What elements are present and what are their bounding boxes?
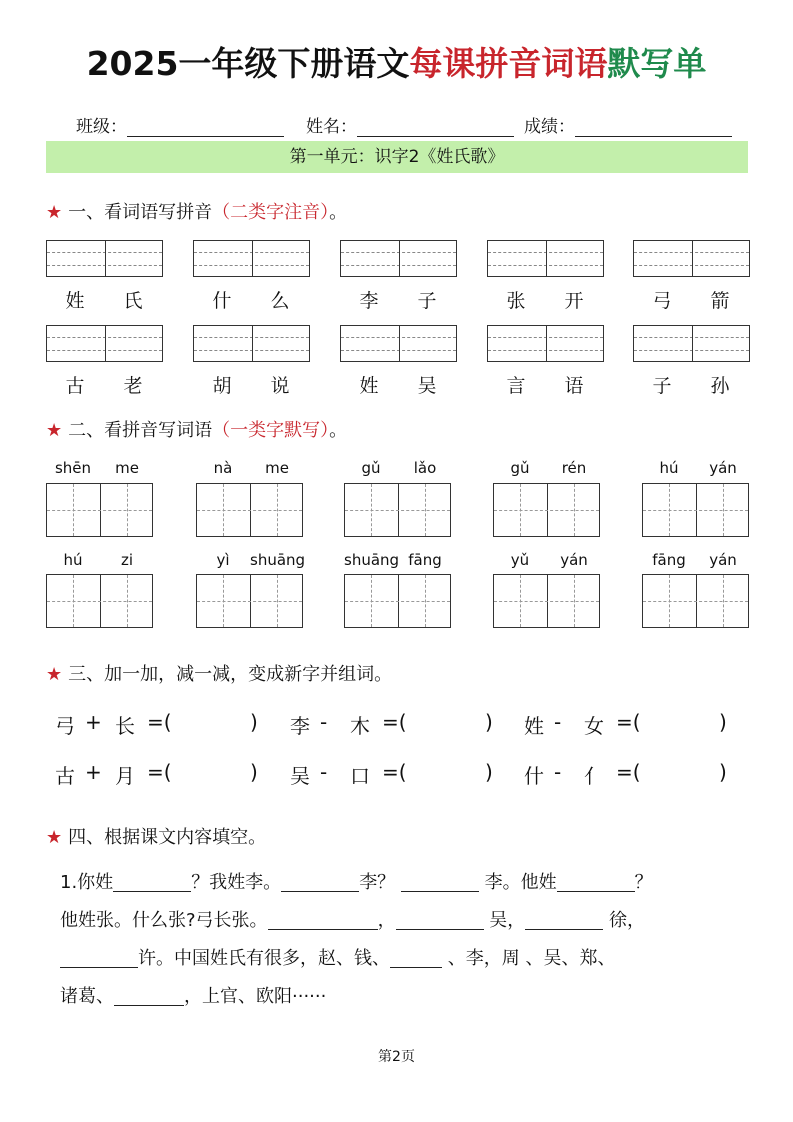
word-character: 什 [212,290,232,312]
tianzige-writing-box[interactable] [196,483,303,537]
passage-line-4 [60,978,740,1016]
class-field[interactable] [76,112,284,137]
fill-blank[interactable] [113,871,191,892]
pinyin-text: shuāng [250,551,306,569]
title-part-black: 2025一年级下册语文 [86,44,410,83]
passage-text: 吴， [489,910,526,931]
tianzige-writing-box[interactable] [46,483,153,537]
word-character: 箭 [710,290,730,312]
pinyin-text: me [115,459,139,477]
name-label: 姓名： [306,117,357,137]
word-character: 么 [270,290,290,312]
star-icon: ★ [46,664,63,685]
word-character: 开 [564,290,584,312]
star-icon: ★ [46,827,63,848]
passage-line-2 [60,902,740,940]
equation-part: =( [382,760,407,784]
passage-text: 诸葛、 [60,986,114,1007]
equation-part: 女 [584,714,604,738]
equation-part: - [554,710,562,734]
word-character: 言 [506,375,526,397]
equation-part: 姓 [524,714,544,738]
passage-line-3 [60,940,740,978]
equation-part: - [554,760,562,784]
section-3-heading [46,660,392,686]
answer-blank[interactable] [642,710,712,734]
pinyin-text: yì [216,551,230,569]
tianzige-writing-box[interactable] [642,574,749,628]
fill-blank[interactable] [60,947,138,968]
pinyin-text: shuāng [344,551,400,569]
equation-part: 古 [55,764,75,788]
pinyin-text: me [265,459,289,477]
class-label: 班级： [76,117,127,137]
pinyin-text: fāng [408,551,442,569]
answer-paren: ) [250,760,258,784]
passage-text: 徐， [609,910,646,931]
pinyin-text: zi [120,551,134,569]
pinyin-text: nà [213,459,233,477]
pinyin-writing-box[interactable] [46,325,163,362]
section-1-note: （二类字注音） [212,202,330,223]
passage-line-1 [60,864,740,902]
passage-text: 李？ [359,872,396,893]
word-character: 语 [564,375,584,397]
pinyin-writing-box[interactable] [633,325,750,362]
fill-blank[interactable] [396,909,484,930]
tianzige-writing-box[interactable] [493,483,600,537]
page-number: 第2页 [378,1049,415,1065]
answer-blank[interactable] [408,760,478,784]
score-label: 成绩： [524,117,575,137]
fill-blank[interactable] [401,871,479,892]
answer-paren: ) [250,710,258,734]
equation-part: + [85,760,102,784]
pinyin-text: hú [63,551,83,569]
pinyin-text: yǔ [510,551,530,569]
section-3-title: 三、加一加，减一减，变成新字并组词。 [68,664,393,685]
pinyin-writing-box[interactable] [193,240,310,277]
fill-blank[interactable] [268,909,378,930]
section-4-heading [46,823,266,849]
word-character: 子 [417,290,437,312]
pinyin-text: gǔ [361,459,381,477]
word-character: 张 [506,290,526,312]
passage-text: 许。中国姓氏有很多，赵、钱、 [138,948,390,969]
fill-blank[interactable] [557,871,635,892]
section-2-note: （一类字默写） [212,420,330,441]
answer-paren: ) [719,760,727,784]
score-field[interactable] [524,112,732,137]
tianzige-writing-box[interactable] [196,574,303,628]
passage-text: 李。他姓 [484,872,557,893]
passage-text: 他姓张。什么张?弓长张。 [60,910,268,931]
fill-blank[interactable] [525,909,603,930]
section-1-title: 一、看词语写拼音 [68,202,213,223]
word-character: 氏 [123,290,143,312]
word-character: 孙 [710,375,730,397]
passage-text: 1.你姓 [60,872,114,893]
word-character: 老 [123,375,143,397]
equation-part: 木 [350,714,370,738]
equation-part: 李 [290,714,310,738]
equation-part: 吴 [290,764,310,788]
pinyin-writing-box[interactable] [487,240,604,277]
pinyin-writing-box[interactable] [193,325,310,362]
pinyin-text: hú [659,459,679,477]
section-2-title: 二、看拼音写词语 [68,420,213,441]
tianzige-writing-box[interactable] [642,483,749,537]
answer-paren: ) [719,710,727,734]
score-blank[interactable] [575,118,732,137]
pinyin-text: yán [560,551,588,569]
answer-paren: ) [485,710,493,734]
equation-part: =( [616,710,641,734]
word-character: 胡 [212,375,232,397]
section-1-end: 。 [329,202,348,223]
equation-part: =( [147,710,172,734]
equation-part: 弓 [55,714,75,738]
section-4-title: 四、根据课文内容填空。 [68,827,267,848]
passage-text: 、李，周 、吴、郑、 [447,948,616,969]
equation-part: =( [147,760,172,784]
equation-part: =( [616,760,641,784]
pinyin-text: rén [561,459,587,477]
tianzige-writing-box[interactable] [344,483,451,537]
class-blank[interactable] [127,118,284,137]
word-character: 说 [270,375,290,397]
word-character: 子 [652,375,672,397]
section-1-heading [46,198,347,224]
section-2-end: 。 [329,420,348,441]
answer-blank[interactable] [642,760,712,784]
worksheet-title [0,38,793,85]
section-2-heading [46,416,347,442]
answer-paren: ) [485,760,493,784]
title-part-red: 每课拼音词语 [409,44,608,83]
passage-text: ，上官、欧阳······ [184,986,327,1007]
pinyin-writing-box[interactable] [340,240,457,277]
passage-text: ， [377,910,396,931]
tianzige-writing-box[interactable] [344,574,451,628]
name-blank[interactable] [357,118,514,137]
pinyin-text: shēn [54,459,92,477]
word-character: 吴 [417,375,437,397]
star-icon: ★ [46,420,63,441]
fill-blank[interactable] [281,871,359,892]
section-4-fill-passage [60,864,740,1016]
passage-text: ？我姓李。 [191,872,282,893]
unit-title-bar: 第一单元：识字2《姓氏歌》 [46,141,748,173]
tianzige-writing-box[interactable] [493,574,600,628]
equation-part: - [320,760,328,784]
equation-part: + [85,710,102,734]
answer-blank[interactable] [173,760,243,784]
answer-blank[interactable] [173,710,243,734]
pinyin-writing-box[interactable] [487,325,604,362]
pinyin-text: gǔ [510,459,530,477]
tianzige-writing-box[interactable] [46,574,153,628]
pinyin-text: yán [709,459,737,477]
equation-part: 什 [524,764,544,788]
name-field[interactable] [306,112,514,137]
pinyin-writing-box[interactable] [340,325,457,362]
title-part-green: 默写单 [607,44,707,83]
word-character: 姓 [65,290,85,312]
pinyin-writing-box[interactable] [46,240,163,277]
equation-part: - [320,710,328,734]
fill-blank[interactable] [114,985,184,1006]
star-icon: ★ [46,202,63,223]
word-character: 古 [65,375,85,397]
pinyin-text: lǎo [413,459,437,477]
equation-part: 月 [115,764,135,788]
word-character: 弓 [652,290,672,312]
fill-blank[interactable] [390,947,442,968]
equation-part: =( [382,710,407,734]
equation-part: 长 [115,714,135,738]
word-character: 姓 [359,375,379,397]
equation-part: 亻 [584,764,604,788]
pinyin-text: fāng [652,551,686,569]
word-character: 李 [359,290,379,312]
equation-part: 口 [350,764,370,788]
pinyin-text: yán [709,551,737,569]
answer-blank[interactable] [408,710,478,734]
pinyin-writing-box[interactable] [633,240,750,277]
passage-text: ？ [634,872,653,893]
